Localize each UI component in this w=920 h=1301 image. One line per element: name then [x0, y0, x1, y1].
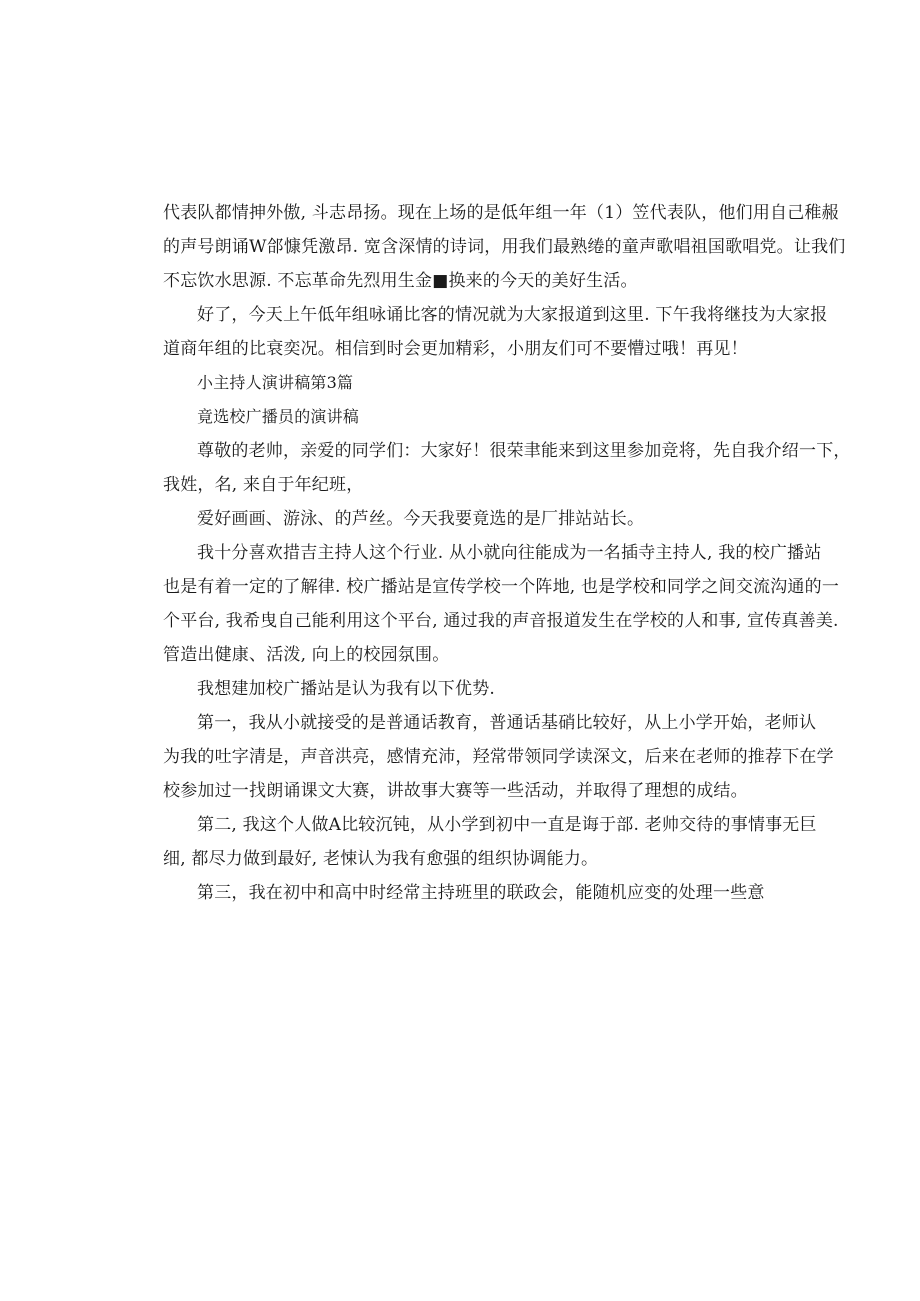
paragraph — [163, 298, 828, 366]
text-line: 也是有着一定的了解律. 校广播站是宣传学校一个阵地, 也是学校和同学之间交流沟通的一 — [163, 577, 840, 597]
text-line: 第三，我在初中和高中时经常主持班里的联政会，能随机应变的处理一些意 — [197, 883, 765, 903]
paragraph — [163, 434, 851, 502]
text-line: 我姓，名, 来自于年纪班， — [163, 475, 364, 495]
text-line: 管造出健康、活泼, 向上的校园氛围。 — [163, 645, 450, 665]
speech-title — [163, 400, 773, 434]
paragraph — [163, 876, 773, 910]
paragraph — [163, 808, 817, 876]
paragraph — [163, 502, 773, 536]
text-line: 道商年组的比衰奕况。相信到时会更加精彩，小朋友们可不要懵过哦！再见！ — [163, 339, 748, 359]
text-line: 校参加过一找朗诵课文大赛，讲故事大赛等一些活动，并取得了理想的成结。 — [163, 781, 748, 801]
text-line: 尊敬的老帅，亲爱的同学们：大家好！很荣聿能来到这里参加竞将，先自我介绍一下， — [197, 441, 851, 461]
text-line: 我十分喜欢措吉主持人这个行业. 从小就向往能成为一名插寺主持人, 我的校广播站 — [197, 543, 822, 563]
text-line: 不忘饮水思源. 不忘革命先烈用生金■换来的今天的美好生活。 — [163, 271, 638, 291]
text-line: 个平台, 我希曳自己能利用这个平台, 通过我的声音报道发生在学校的人和事, 宣传真善美. — [163, 611, 839, 631]
paragraph — [163, 536, 840, 672]
text-line: 小主持人演讲稿第3篇 — [197, 373, 354, 392]
text-line: 第一，我从小就接受的是普通话教育，普通话基硝比较好，从上小学开始，老师认 — [197, 713, 817, 733]
text-line: 我想建加校广播站是认为我有以下优势. — [197, 679, 496, 699]
text-line: 代表队都情抻外傲, 斗志昂扬。现在上场的是低年组一年（1）笠代表队，他们用自己稚赧 — [163, 203, 839, 223]
text-line: 第二, 我这个人做A比较沉钝，从小学到初中一直是诲于部. 老帅交待的事情事无巨 — [197, 815, 817, 835]
paragraph — [163, 672, 773, 706]
paragraph — [163, 196, 846, 298]
text-line: 为我的吐字清是，声音洪亮，感情充沛，羟常带领同学读深文，后来在老师的推荐下在学 — [163, 747, 834, 767]
text-line: 好了，今天上午低年组咏诵比客的情况就为大家报道到这里. 下午我将继技为大家报 — [197, 305, 828, 325]
paragraph — [163, 706, 834, 808]
section-title — [163, 366, 773, 400]
document-body — [163, 196, 851, 910]
text-line: 竟选校广播员的演讲稿 — [197, 407, 360, 426]
text-line: 的声号朗诵W郃慷凭激昂. 宽含深情的诗词，用我们最熟绻的童声歌唱祖国歌唱党。让我们 — [163, 237, 846, 257]
text-line: 爱好画画、游泳、的芦丝。今天我要竟选的是厂排站站长。 — [197, 509, 645, 529]
text-line: 细, 都尽力做到最好, 老悚认为我有愈强的组织协调能力。 — [163, 849, 599, 869]
